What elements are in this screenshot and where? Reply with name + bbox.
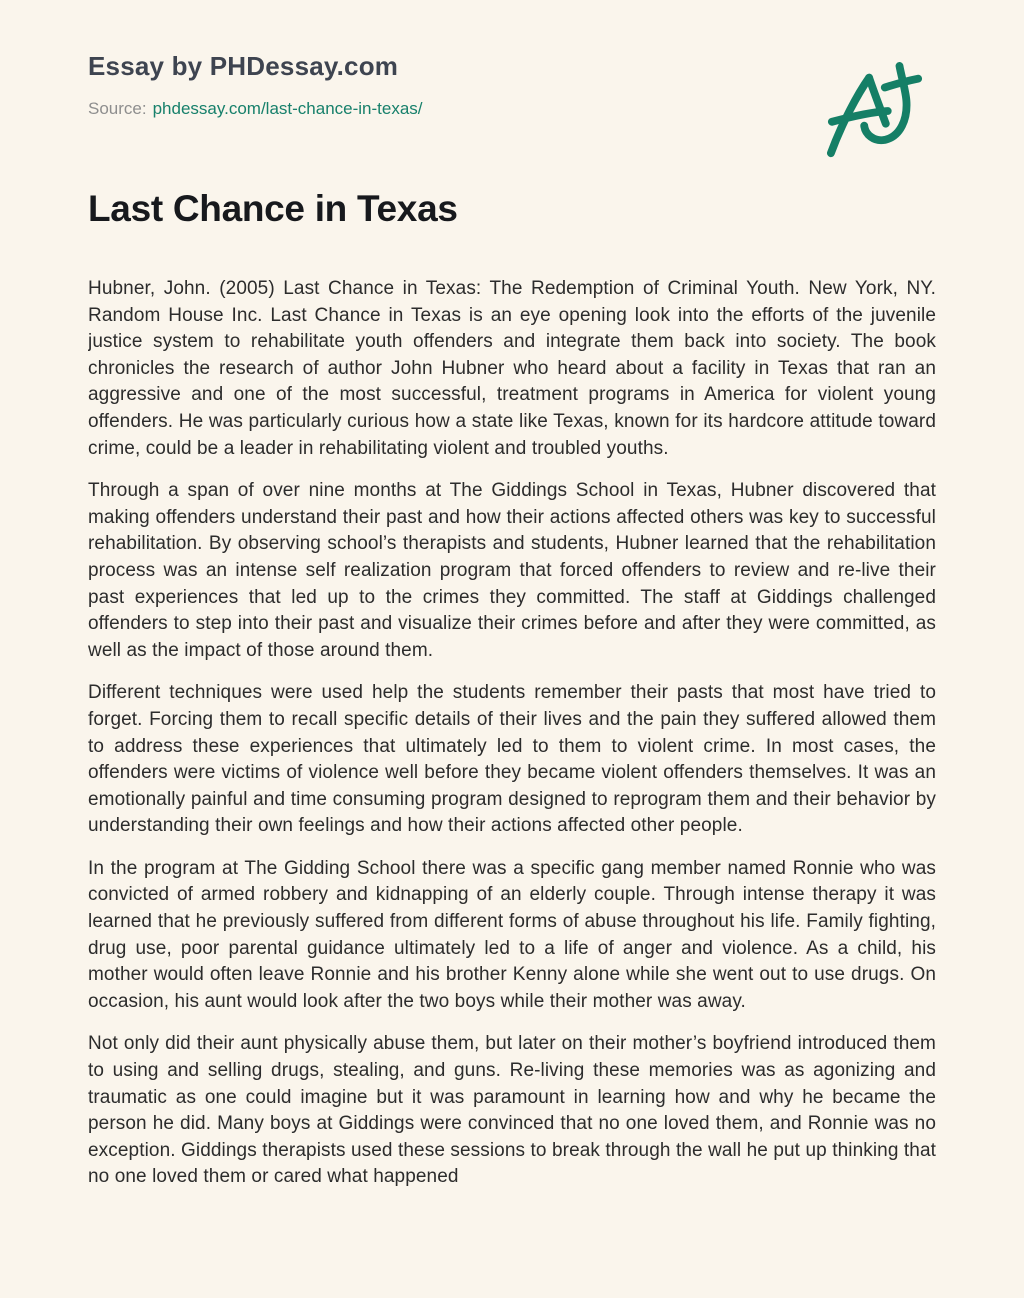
essay-body <box>88 276 936 1255</box>
essay-paragraph: Not only did their aunt physically abuse them, but later on their mother’s boyfriend introduced them to using and selling drugs, stealing, and guns. Re-living these memories was as agonizing and traumatic as one could imagine but it was paramount in learning how and why he became the person he did. Many boys at Giddings were convinced that no one loved them, and Ronnie was no exception. Giddings therapists used these sessions to break through the wall he put up thinking that no one loved them or cared what happened <box>88 1033 936 1188</box>
essay-paragraph: Through a span of over nine months at The Giddings School in Texas, Hubner discovered that making offenders understand their past and how their actions affected others was key to successful rehabilitation. By observing school’s therapists and students, Hubner learned that the rehabilitation process was an intense self realization program that forced offenders to review and re-live their past experiences that led up to the crimes they committed. The staff at Giddings challenged offenders to step into their past and visualize their crimes before and after they were committed, as well as the impact of those around them. <box>88 480 936 661</box>
source-line <box>88 100 936 117</box>
page-header <box>88 53 936 117</box>
essay-paragraph: In the program at The Gidding School there was a specific gang member named Ronnie who was convicted of armed robbery and kidnapping of an elderly couple. Through intense therapy it was learned that he previously suffered from different forms of abuse throughout his life. Family fighting, drug use, poor parental guidance ultimately led to a life of anger and violence. As a child, his mother would often leave Ronnie and his brother Kenny alone while she went out to use drugs. On occasion, his aunt would look after the two boys while their mother was away. <box>88 857 936 1012</box>
essay-paragraph: Different techniques were used help the students remember their pasts that most have tried to forget. Forcing them to recall specific details of their lives and the pain they suffered allowed them to address these experiences that ultimately led to them to violent crime. In most cases, the offenders were victims of violence well before they became violent offenders themselves. It was an emotionally painful and time consuming program designed to reprogram them and their behavior by understanding their own feelings and how their actions affected other people. <box>88 682 936 837</box>
a-plus-logo-icon <box>826 62 924 160</box>
byline: Essay by PHDessay.com <box>88 51 399 81</box>
page-title: Last Chance in Texas <box>88 188 458 229</box>
essay-paragraph: Hubner, John. (2005) Last Chance in Texas: The Redemption of Criminal Youth. New York, NY. Random House Inc. Last Chance in Texas is an eye opening look into the efforts of the juvenile justice system to rehabilitate youth offenders and integrate them back into society. The book chronicles the research of author John Hubner who heard about a facility in Texas that ran an aggressive and one of the most successful, treatment programs in America for violent young offenders. He was particularly curious how a state like Texas, known for its hardcore attitude toward crime, could be a leader in rehabilitating violent and troubled youths. <box>88 278 936 459</box>
source-link[interactable]: phdessay.com/last-chance-in-texas/ <box>152 99 423 118</box>
source-label: Source: <box>88 99 147 118</box>
